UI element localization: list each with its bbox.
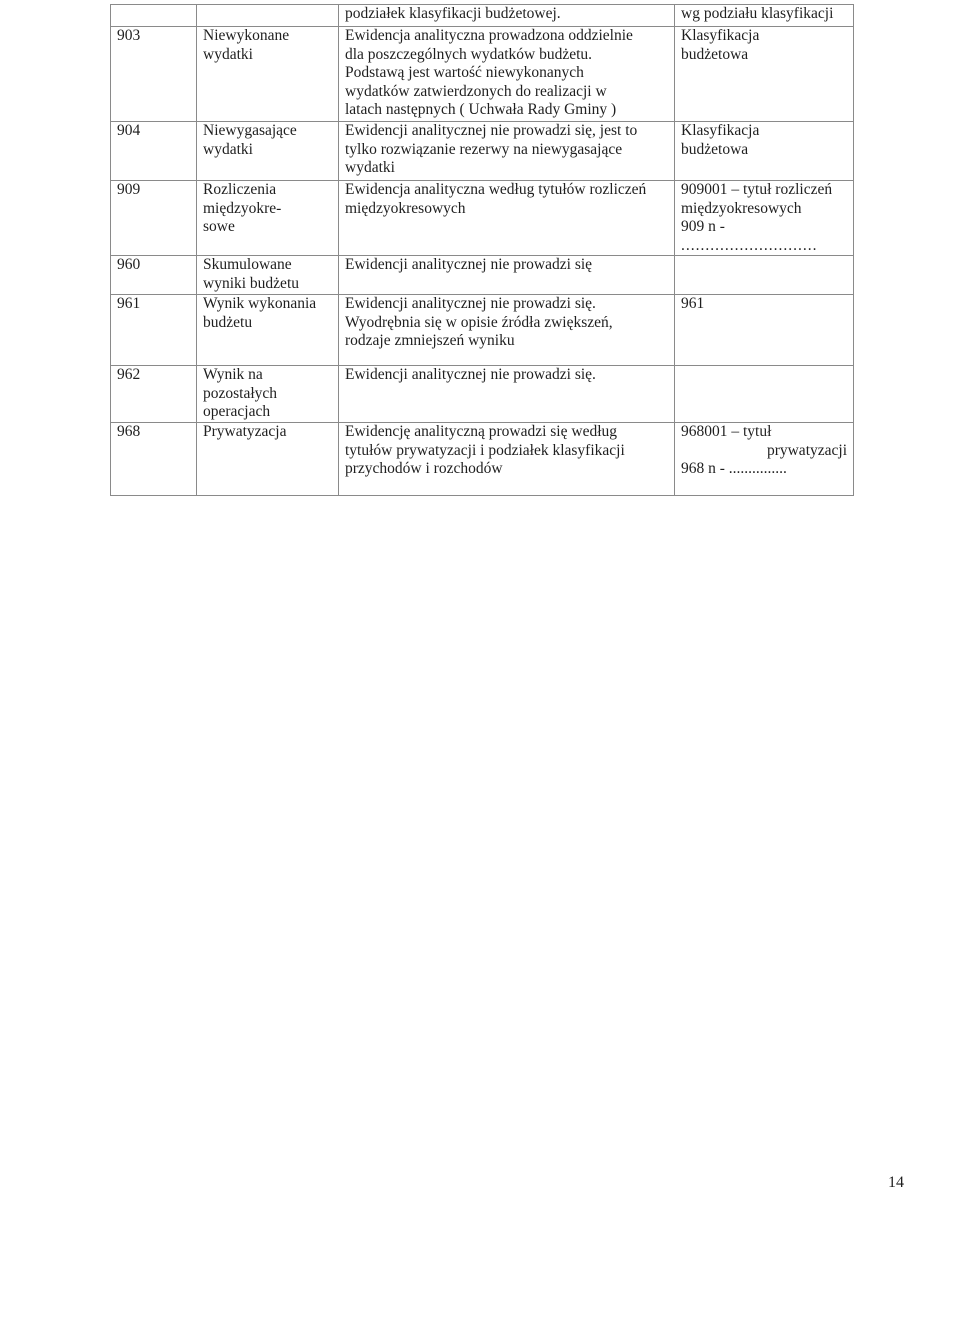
text-line: Wynik wykonania [203, 295, 317, 312]
account-classification [675, 122, 854, 181]
text-line: Klasyfikacja [681, 122, 760, 139]
text-line: 909 n - [681, 218, 725, 235]
text-line: Niewykonane [203, 27, 290, 44]
text-line: budżetowa [681, 140, 749, 158]
account-name [197, 423, 339, 496]
cell-empty [111, 5, 197, 27]
continued-header-row [111, 5, 854, 27]
text-line: Skumulowane [203, 256, 292, 273]
text-line: 968 n - ............... [681, 460, 787, 477]
account-classification [675, 295, 854, 366]
text-line: pozostałych [203, 384, 278, 402]
text-line: Ewidencji analitycznej nie prowadzi się. [345, 295, 596, 312]
text-line: operacjach [203, 403, 271, 420]
text-line: 968001 – tytuł [681, 423, 772, 440]
text-line: dla poszczególnych wydatków budżetu. [345, 45, 593, 63]
text-line: Ewidencji analitycznej nie prowadzi się, jest to [345, 122, 638, 139]
account-description [339, 295, 675, 366]
text-line: wydatki [203, 140, 253, 158]
account-description [339, 366, 675, 423]
text-line: Ewidencja analityczna według tytułów rozliczeń [345, 181, 647, 198]
cell-empty [197, 5, 339, 27]
table-row [111, 295, 854, 366]
page-number: 14 [888, 1174, 904, 1191]
text-line: międzyokre- [203, 199, 282, 217]
text-line: tytułów prywatyzacji i podziałek klasyfikacji [345, 441, 625, 459]
account-description [339, 27, 675, 122]
text-line: Ewidencji analitycznej nie prowadzi się [345, 256, 593, 273]
text-line: 909001 – tytuł rozliczeń [681, 181, 833, 198]
header-fragment-classification: wg podziału klasyfikacji [675, 5, 854, 27]
text-line: Wynik na [203, 366, 263, 383]
account-name [197, 122, 339, 181]
account-description [339, 256, 675, 295]
text-line: tylko rozwiązanie rezerwy na niewygasające [345, 140, 623, 158]
text-line: budżetowa [681, 45, 749, 63]
account-code: 903 [111, 27, 197, 122]
table-row [111, 181, 854, 256]
account-name [197, 366, 339, 423]
text-line: Wyodrębnia się w opisie źródła zwiększeń, [345, 313, 613, 331]
account-name [197, 181, 339, 256]
account-classification [675, 181, 854, 256]
text-line: budżetu [203, 313, 253, 331]
text-line: Podstawą jest wartość niewykonanych [345, 64, 584, 81]
text-line: wydatków zatwierdzonych do realizacji w [345, 82, 607, 100]
text-line: prywatyzacji [766, 441, 847, 459]
table-row [111, 122, 854, 181]
account-code: 961 [111, 295, 197, 366]
account-code: 962 [111, 366, 197, 423]
text-line: przychodów i rozchodów [345, 460, 503, 477]
account-classification [675, 366, 854, 423]
text-line: międzyokresowych [681, 199, 802, 217]
account-name [197, 295, 339, 366]
table-row [111, 27, 854, 122]
text-line: ............................ [681, 236, 818, 254]
table-row [111, 366, 854, 423]
account-classification [675, 27, 854, 122]
account-description [339, 181, 675, 256]
text-line: Klasyfikacja [681, 27, 760, 44]
account-code: 904 [111, 122, 197, 181]
account-description [339, 423, 675, 496]
account-name [197, 256, 339, 295]
table-row [111, 256, 854, 295]
account-name [197, 27, 339, 122]
text-line: Ewidencję analityczną prowadzi się według [345, 423, 617, 440]
text-line: rodzaje zmniejszeń wyniku [345, 332, 515, 349]
account-code: 960 [111, 256, 197, 295]
text-line: wydatki [345, 159, 395, 176]
account-description [339, 122, 675, 181]
accounts-table [110, 4, 854, 496]
text-line: wyniki budżetu [203, 274, 299, 292]
text-line: Ewidencja analityczna prowadzona oddzielnie [345, 27, 633, 44]
account-code: 968 [111, 423, 197, 496]
text-line: Ewidencji analitycznej nie prowadzi się. [345, 366, 596, 383]
text-line: sowe [203, 218, 235, 235]
text-line: Prywatyzacja [203, 423, 287, 440]
header-fragment-description: podziałek klasyfikacji budżetowej. [339, 5, 675, 27]
text-line: 961 [681, 295, 705, 312]
text-line: Rozliczenia [203, 181, 277, 198]
text-line: latach następnych ( Uchwała Rady Gminy ) [345, 101, 617, 118]
account-classification [675, 423, 854, 496]
table-row [111, 423, 854, 496]
text-line: międzyokresowych [345, 199, 466, 217]
text-line: Niewygasające [203, 122, 297, 139]
account-classification [675, 256, 854, 295]
account-code: 909 [111, 181, 197, 256]
text-line: wydatki [203, 45, 253, 63]
